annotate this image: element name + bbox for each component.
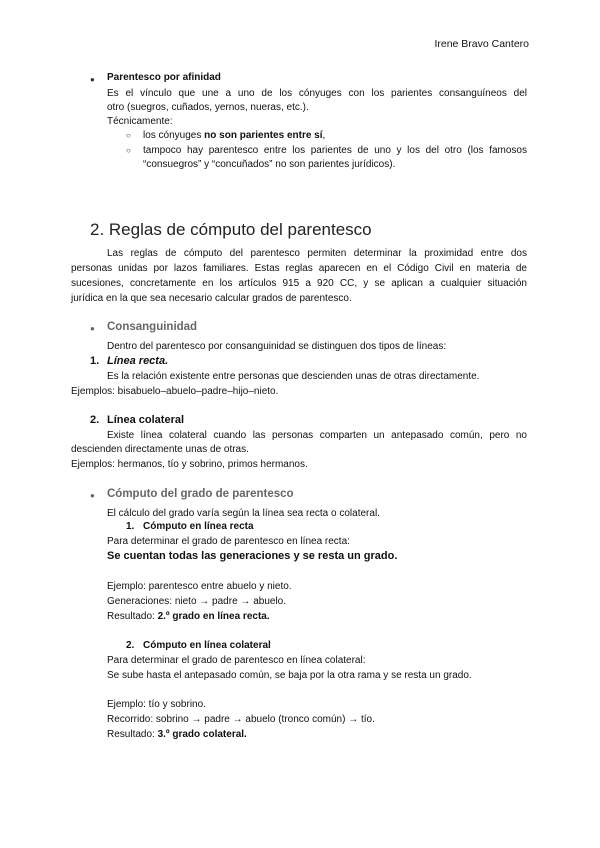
bullet-dot: ●: [90, 324, 95, 333]
consanguinidad-desc: Dentro del parentesco por consanguinidad se distinguen dos tipos de líneas:: [107, 341, 447, 352]
computo-title: Cómputo del grado de parentesco: [107, 488, 294, 500]
consanguinidad-title: Consanguinidad: [107, 321, 198, 333]
linea-colateral-title: Línea colateral: [107, 414, 185, 426]
computo-colateral-path: Recorrido: sobrino → padre → abuelo (tronco común) → tío.: [107, 714, 375, 725]
linea-recta-examples: Ejemplos: bisabuelo–abuelo–padre–hijo–nieto.: [71, 386, 279, 397]
linea-recta-title: Línea recta.: [107, 355, 169, 367]
linea-recta-desc: Es la relación existente entre personas que descienden unas de otras directamente.: [107, 371, 480, 382]
bullet-dot: ●: [90, 491, 95, 500]
afinidad-desc-line1: Es el vínculo que une a uno de los cónyuges con los parientes consanguíneos del: [107, 88, 527, 99]
computo-colateral-result: Resultado: 3.º grado colateral.: [107, 729, 247, 740]
afinidad-sub2-line2: “consuegros” y “concuñados” no son parientes jurídicos).: [143, 159, 396, 170]
computo-colateral-example: Ejemplo: tío y sobrino.: [107, 699, 206, 710]
computo-recta-generations: Generaciones: nieto → padre → abuelo.: [107, 596, 286, 607]
bullet-dot: ●: [90, 75, 95, 84]
item-number: 1.: [126, 521, 135, 532]
item-number: 1.: [90, 355, 100, 367]
section-intro-line3: sucesiones, concretamente en los artículos 915 a 920 CC, y se aplican a cualquier situación: [71, 278, 527, 289]
circle-bullet-icon: ○: [126, 146, 131, 155]
afinidad-desc-line2: otro (suegros, cuñados, yernos, nueras, etc.).: [107, 102, 309, 113]
linea-colateral-desc-line1: Existe línea colateral cuando las personas comparten un antepasado común, pero no: [107, 430, 527, 441]
section-intro-line4: jurídica en la que sea necesario calcular grados de parentesco.: [71, 293, 352, 304]
afinidad-sub1: los cónyuges no son parientes entre sí,: [143, 130, 326, 141]
circle-bullet-icon: ○: [126, 131, 131, 140]
computo-recta-example: Ejemplo: parentesco entre abuelo y nieto.: [107, 581, 292, 592]
item-number: 2.: [126, 640, 135, 651]
linea-colateral-desc-line2: descienden directamente unas de otras.: [71, 444, 249, 455]
afinidad-title: Parentesco por afinidad: [107, 72, 221, 83]
computo-recta-title: Cómputo en línea recta: [143, 521, 254, 532]
section-heading: 2. Reglas de cómputo del parentesco: [90, 220, 372, 239]
afinidad-sub2-line1: tampoco hay parentesco entre los parientes de uno y los del otro (los famosos: [143, 145, 527, 156]
computo-recta-rule: Se cuentan todas las generaciones y se resta un grado.: [107, 550, 398, 562]
afinidad-tecnicamente: Técnicamente:: [107, 116, 173, 127]
computo-desc: El cálculo del grado varía según la línea sea recta o colateral.: [107, 508, 380, 519]
section-intro-line1: Las reglas de cómputo del parentesco permiten determinar la proximidad entre dos: [107, 248, 527, 259]
computo-colateral-title: Cómputo en línea colateral: [143, 640, 271, 651]
section-intro-line2: personas unidas por lazos familiares. Estas reglas aparecen en el Código Civil en materia de: [71, 263, 527, 274]
computo-recta-result: Resultado: 2.º grado en línea recta.: [107, 611, 270, 622]
computo-colateral-intro: Para determinar el grado de parentesco en línea colateral:: [107, 655, 366, 666]
item-number: 2.: [90, 414, 100, 426]
computo-recta-intro: Para determinar el grado de parentesco en línea recta:: [107, 536, 350, 547]
page-header-author: Irene Bravo Cantero: [434, 38, 529, 50]
computo-colateral-rule: Se sube hasta el antepasado común, se baja por la otra rama y se resta un grado.: [107, 670, 472, 681]
linea-colateral-examples: Ejemplos: hermanos, tío y sobrino, primos hermanos.: [71, 459, 308, 470]
